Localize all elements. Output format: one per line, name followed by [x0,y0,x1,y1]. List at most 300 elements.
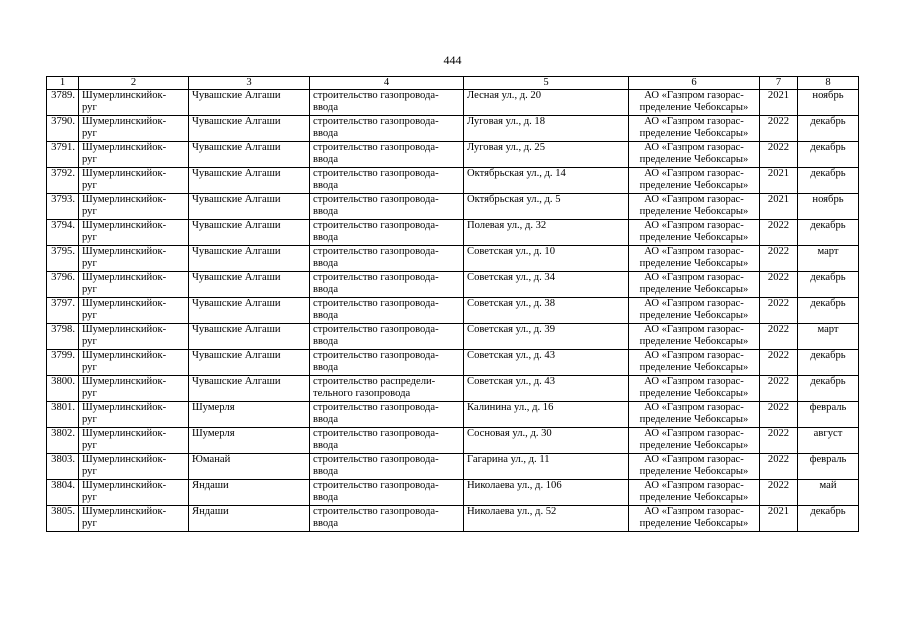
organization-line-2: пределение Чебоксары» [639,258,749,270]
district-line-2: руг [82,414,97,426]
year-cell: 2022 [760,324,798,350]
year-cell: 2021 [760,168,798,194]
locality-cell: Чувашские Алгаши [189,324,310,350]
year-cell: 2022 [760,350,798,376]
district-line-2: руг [82,154,97,166]
district-cell [79,428,189,454]
row-number: 3789. [47,90,79,116]
district-cell [79,220,189,246]
row-number: 3805. [47,506,79,532]
organization-cell [629,376,760,402]
table-row [47,506,859,532]
organization-line-2: пределение Чебоксары» [639,466,749,478]
column-header-2: 2 [79,77,189,90]
table-row [47,272,859,298]
district-line-2: руг [82,206,97,218]
organization-line-1: АО «Газпром газорас- [644,246,744,257]
month-cell: декабрь [798,142,859,168]
district-hyphen-part: ок- [152,428,167,439]
work-cell [310,376,464,402]
table-row [47,402,859,428]
month-cell: март [798,324,859,350]
district-line-2: руг [82,362,97,374]
work-line-1: строительство газопровода- [313,506,439,517]
row-number: 3790. [47,116,79,142]
month-cell: ноябрь [798,194,859,220]
district-cell [79,376,189,402]
work-cell [310,428,464,454]
organization-line-1: АО «Газпром газорас- [644,480,744,491]
organization-cell [629,402,760,428]
locality-cell: Шумерля [189,402,310,428]
month-cell: декабрь [798,350,859,376]
column-header-6: 6 [629,77,760,90]
year-cell: 2021 [760,90,798,116]
organization-cell [629,428,760,454]
district-word: Шумерлинский [82,194,153,205]
district-hyphen-part: ок- [152,220,167,231]
work-line-2: ввода [313,336,339,348]
district-hyphen-part: ок- [152,324,167,335]
row-number: 3792. [47,168,79,194]
table-row [47,90,859,116]
organization-cell [629,246,760,272]
organization-line-2: пределение Чебоксары» [639,232,749,244]
locality-cell: Чувашские Алгаши [189,376,310,402]
address-cell: Советская ул., д. 43 [464,350,629,376]
organization-cell [629,272,760,298]
organization-line-2: пределение Чебоксары» [639,492,749,504]
organization-line-2: пределение Чебоксары» [639,388,749,400]
table-row [47,454,859,480]
address-cell: Полевая ул., д. 32 [464,220,629,246]
district-line [82,402,185,414]
organization-cell [629,220,760,246]
district-cell [79,194,189,220]
work-line-1: строительство газопровода- [313,194,439,205]
year-cell: 2022 [760,220,798,246]
organization-line-2: пределение Чебоксары» [639,518,749,530]
work-cell [310,402,464,428]
work-line-1: строительство газопровода- [313,298,439,309]
district-word: Шумерлинский [82,142,153,153]
district-hyphen-part: ок- [152,480,167,491]
work-line-2: ввода [313,414,339,426]
registry-table [46,76,859,532]
locality-cell: Юманай [189,454,310,480]
district-line-2: руг [82,102,97,114]
work-cell [310,90,464,116]
district-hyphen-part: ок- [152,168,167,179]
row-number: 3804. [47,480,79,506]
work-line-2: ввода [313,180,339,192]
work-cell [310,298,464,324]
address-cell: Октябрьская ул., д. 5 [464,194,629,220]
year-cell: 2022 [760,428,798,454]
work-line-1: строительство газопровода- [313,402,439,413]
organization-line-1: АО «Газпром газорас- [644,402,744,413]
locality-cell: Чувашские Алгаши [189,298,310,324]
work-cell [310,272,464,298]
organization-cell [629,168,760,194]
district-line [82,168,185,180]
year-cell: 2021 [760,194,798,220]
organization-cell [629,90,760,116]
row-number: 3793. [47,194,79,220]
row-number: 3799. [47,350,79,376]
address-cell: Советская ул., д. 34 [464,272,629,298]
locality-cell: Чувашские Алгаши [189,246,310,272]
district-hyphen-part: ок- [152,402,167,413]
district-word: Шумерлинский [82,454,153,465]
address-cell: Луговая ул., д. 25 [464,142,629,168]
work-line-2: ввода [313,310,339,322]
locality-cell: Чувашские Алгаши [189,142,310,168]
work-line-2: ввода [313,440,339,452]
district-hyphen-part: ок- [152,116,167,127]
work-line-2: ввода [313,492,339,504]
work-line-1: строительство газопровода- [313,168,439,179]
work-line-2: ввода [313,232,339,244]
year-cell: 2022 [760,454,798,480]
organization-line-2: пределение Чебоксары» [639,362,749,374]
row-number: 3802. [47,428,79,454]
year-cell: 2022 [760,402,798,428]
district-word: Шумерлинский [82,168,153,179]
district-line [82,194,185,206]
year-cell: 2022 [760,142,798,168]
table-row [47,194,859,220]
district-cell [79,246,189,272]
table-row [47,350,859,376]
table-body [47,90,859,532]
organization-line-1: АО «Газпром газорас- [644,428,744,439]
district-line-2: руг [82,518,97,530]
district-line-2: руг [82,180,97,192]
column-header-8: 8 [798,77,859,90]
district-hyphen-part: ок- [152,90,167,101]
work-line-2: ввода [313,466,339,478]
district-line-2: руг [82,232,97,244]
organization-line-1: АО «Газпром газорас- [644,272,744,283]
month-cell: август [798,428,859,454]
organization-line-1: АО «Газпром газорас- [644,220,744,231]
row-number: 3798. [47,324,79,350]
organization-line-1: АО «Газпром газорас- [644,142,744,153]
organization-cell [629,298,760,324]
table-row [47,324,859,350]
locality-cell: Чувашские Алгаши [189,220,310,246]
year-cell: 2022 [760,298,798,324]
work-line-1: строительство газопровода- [313,454,439,465]
district-cell [79,298,189,324]
work-line-2: ввода [313,362,339,374]
month-cell: ноябрь [798,90,859,116]
district-line [82,142,185,154]
district-line [82,324,185,336]
address-cell: Николаева ул., д. 52 [464,506,629,532]
district-cell [79,350,189,376]
table-row [47,116,859,142]
work-line-1: строительство газопровода- [313,142,439,153]
district-line-2: руг [82,466,97,478]
year-cell: 2022 [760,272,798,298]
table-row [47,376,859,402]
work-line-1: строительство распредели- [313,376,436,387]
district-hyphen-part: ок- [152,272,167,283]
table-row [47,220,859,246]
district-hyphen-part: ок- [152,350,167,361]
organization-line-1: АО «Газпром газорас- [644,350,744,361]
work-line-2: ввода [313,518,339,530]
month-cell: декабрь [798,298,859,324]
table-row [47,168,859,194]
table-row [47,298,859,324]
locality-cell: Яндаши [189,480,310,506]
district-line [82,480,185,492]
work-line-1: строительство газопровода- [313,428,439,439]
organization-line-2: пределение Чебоксары» [639,284,749,296]
month-cell: декабрь [798,116,859,142]
district-cell [79,402,189,428]
district-line-2: руг [82,492,97,504]
row-number: 3795. [47,246,79,272]
work-cell [310,324,464,350]
month-cell: февраль [798,402,859,428]
district-word: Шумерлинский [82,298,153,309]
work-line-1: строительство газопровода- [313,324,439,335]
work-cell [310,480,464,506]
month-cell: май [798,480,859,506]
work-cell [310,220,464,246]
organization-line-2: пределение Чебоксары» [639,102,749,114]
month-cell: декабрь [798,376,859,402]
work-line-1: строительство газопровода- [313,480,439,491]
organization-line-1: АО «Газпром газорас- [644,90,744,101]
address-cell: Гагарина ул., д. 11 [464,454,629,480]
address-cell: Сосновая ул., д. 30 [464,428,629,454]
locality-cell: Чувашские Алгаши [189,168,310,194]
district-line-2: руг [82,310,97,322]
district-line [82,506,185,518]
organization-cell [629,350,760,376]
district-line [82,116,185,128]
header-row [47,77,859,90]
district-hyphen-part: ок- [152,506,167,517]
organization-line-2: пределение Чебоксары» [639,440,749,452]
district-word: Шумерлинский [82,90,153,101]
row-number: 3801. [47,402,79,428]
work-cell [310,142,464,168]
district-word: Шумерлинский [82,376,153,387]
column-header-3: 3 [189,77,310,90]
row-number: 3796. [47,272,79,298]
district-cell [79,324,189,350]
organization-cell [629,194,760,220]
organization-line-2: пределение Чебоксары» [639,336,749,348]
work-cell [310,168,464,194]
organization-cell [629,480,760,506]
district-hyphen-part: ок- [152,376,167,387]
district-line [82,90,185,102]
organization-line-2: пределение Чебоксары» [639,414,749,426]
address-cell: Луговая ул., д. 18 [464,116,629,142]
column-header-5: 5 [464,77,629,90]
address-cell: Советская ул., д. 43 [464,376,629,402]
district-cell [79,116,189,142]
district-hyphen-part: ок- [152,298,167,309]
organization-line-1: АО «Газпром газорас- [644,376,744,387]
work-line-2: ввода [313,258,339,270]
district-line [82,246,185,258]
year-cell: 2022 [760,116,798,142]
locality-cell: Чувашские Алгаши [189,194,310,220]
table-row [47,428,859,454]
row-number: 3797. [47,298,79,324]
organization-cell [629,454,760,480]
month-cell: декабрь [798,220,859,246]
month-cell: декабрь [798,272,859,298]
district-word: Шумерлинский [82,272,153,283]
column-header-1: 1 [47,77,79,90]
month-cell: декабрь [798,506,859,532]
district-cell [79,90,189,116]
year-cell: 2022 [760,246,798,272]
district-line-2: руг [82,388,97,400]
work-cell [310,194,464,220]
year-cell: 2022 [760,376,798,402]
address-cell: Лесная ул., д. 20 [464,90,629,116]
district-cell [79,480,189,506]
district-cell [79,168,189,194]
district-word: Шумерлинский [82,506,153,517]
column-header-7: 7 [760,77,798,90]
row-number: 3794. [47,220,79,246]
district-word: Шумерлинский [82,324,153,335]
row-number: 3803. [47,454,79,480]
address-cell: Калинина ул., д. 16 [464,402,629,428]
address-cell: Советская ул., д. 38 [464,298,629,324]
district-line-2: руг [82,336,97,348]
district-word: Шумерлинский [82,116,153,127]
address-cell: Советская ул., д. 10 [464,246,629,272]
organization-cell [629,142,760,168]
work-line-2: ввода [313,102,339,114]
address-cell: Советская ул., д. 39 [464,324,629,350]
district-line-2: руг [82,284,97,296]
district-hyphen-part: ок- [152,246,167,257]
district-cell [79,272,189,298]
organization-line-2: пределение Чебоксары» [639,310,749,322]
district-line [82,350,185,362]
district-line [82,454,185,466]
organization-line-1: АО «Газпром газорас- [644,454,744,465]
address-cell: Октябрьская ул., д. 14 [464,168,629,194]
organization-line-2: пределение Чебоксары» [639,128,749,140]
district-line [82,428,185,440]
year-cell: 2022 [760,480,798,506]
column-header-4: 4 [310,77,464,90]
organization-line-1: АО «Газпром газорас- [644,298,744,309]
organization-line-2: пределение Чебоксары» [639,180,749,192]
organization-cell [629,116,760,142]
locality-cell: Чувашские Алгаши [189,116,310,142]
row-number: 3791. [47,142,79,168]
locality-cell: Чувашские Алгаши [189,272,310,298]
district-hyphen-part: ок- [152,454,167,465]
organization-line-1: АО «Газпром газорас- [644,194,744,205]
table-row [47,480,859,506]
table-row [47,142,859,168]
district-line [82,376,185,388]
locality-cell: Чувашские Алгаши [189,90,310,116]
district-word: Шумерлинский [82,350,153,361]
work-line-1: строительство газопровода- [313,246,439,257]
organization-line-1: АО «Газпром газорас- [644,168,744,179]
address-cell: Николаева ул., д. 106 [464,480,629,506]
district-line [82,298,185,310]
month-cell: декабрь [798,168,859,194]
district-hyphen-part: ок- [152,194,167,205]
district-line-2: руг [82,258,97,270]
month-cell: февраль [798,454,859,480]
organization-cell [629,506,760,532]
district-line-2: руг [82,440,97,452]
locality-cell: Чувашские Алгаши [189,350,310,376]
district-word: Шумерлинский [82,480,153,491]
page-number: 444 [443,53,462,67]
organization-cell [629,324,760,350]
organization-line-1: АО «Газпром газорас- [644,506,744,517]
work-line-2: ввода [313,284,339,296]
table-row [47,246,859,272]
work-line-1: строительство газопровода- [313,350,439,361]
work-line-1: строительство газопровода- [313,272,439,283]
organization-line-1: АО «Газпром газорас- [644,116,744,127]
district-cell [79,506,189,532]
district-word: Шумерлинский [82,428,153,439]
work-line-2: ввода [313,154,339,166]
district-line [82,220,185,232]
row-number: 3800. [47,376,79,402]
district-line-2: руг [82,128,97,140]
work-line-2: ввода [313,206,339,218]
year-cell: 2021 [760,506,798,532]
work-cell [310,350,464,376]
work-cell [310,506,464,532]
month-cell: март [798,246,859,272]
work-line-1: строительство газопровода- [313,116,439,127]
organization-line-1: АО «Газпром газорас- [644,324,744,335]
table-header [47,77,859,90]
work-line-1: строительство газопровода- [313,90,439,101]
work-cell [310,246,464,272]
district-word: Шумерлинский [82,220,153,231]
locality-cell: Яндаши [189,506,310,532]
organization-line-2: пределение Чебоксары» [639,154,749,166]
work-line-1: строительство газопровода- [313,220,439,231]
work-line-2: ввода [313,128,339,140]
organization-line-2: пределение Чебоксары» [639,206,749,218]
district-line [82,272,185,284]
work-cell [310,454,464,480]
district-cell [79,454,189,480]
work-cell [310,116,464,142]
district-hyphen-part: ок- [152,142,167,153]
district-word: Шумерлинский [82,246,153,257]
locality-cell: Шумерля [189,428,310,454]
district-cell [79,142,189,168]
